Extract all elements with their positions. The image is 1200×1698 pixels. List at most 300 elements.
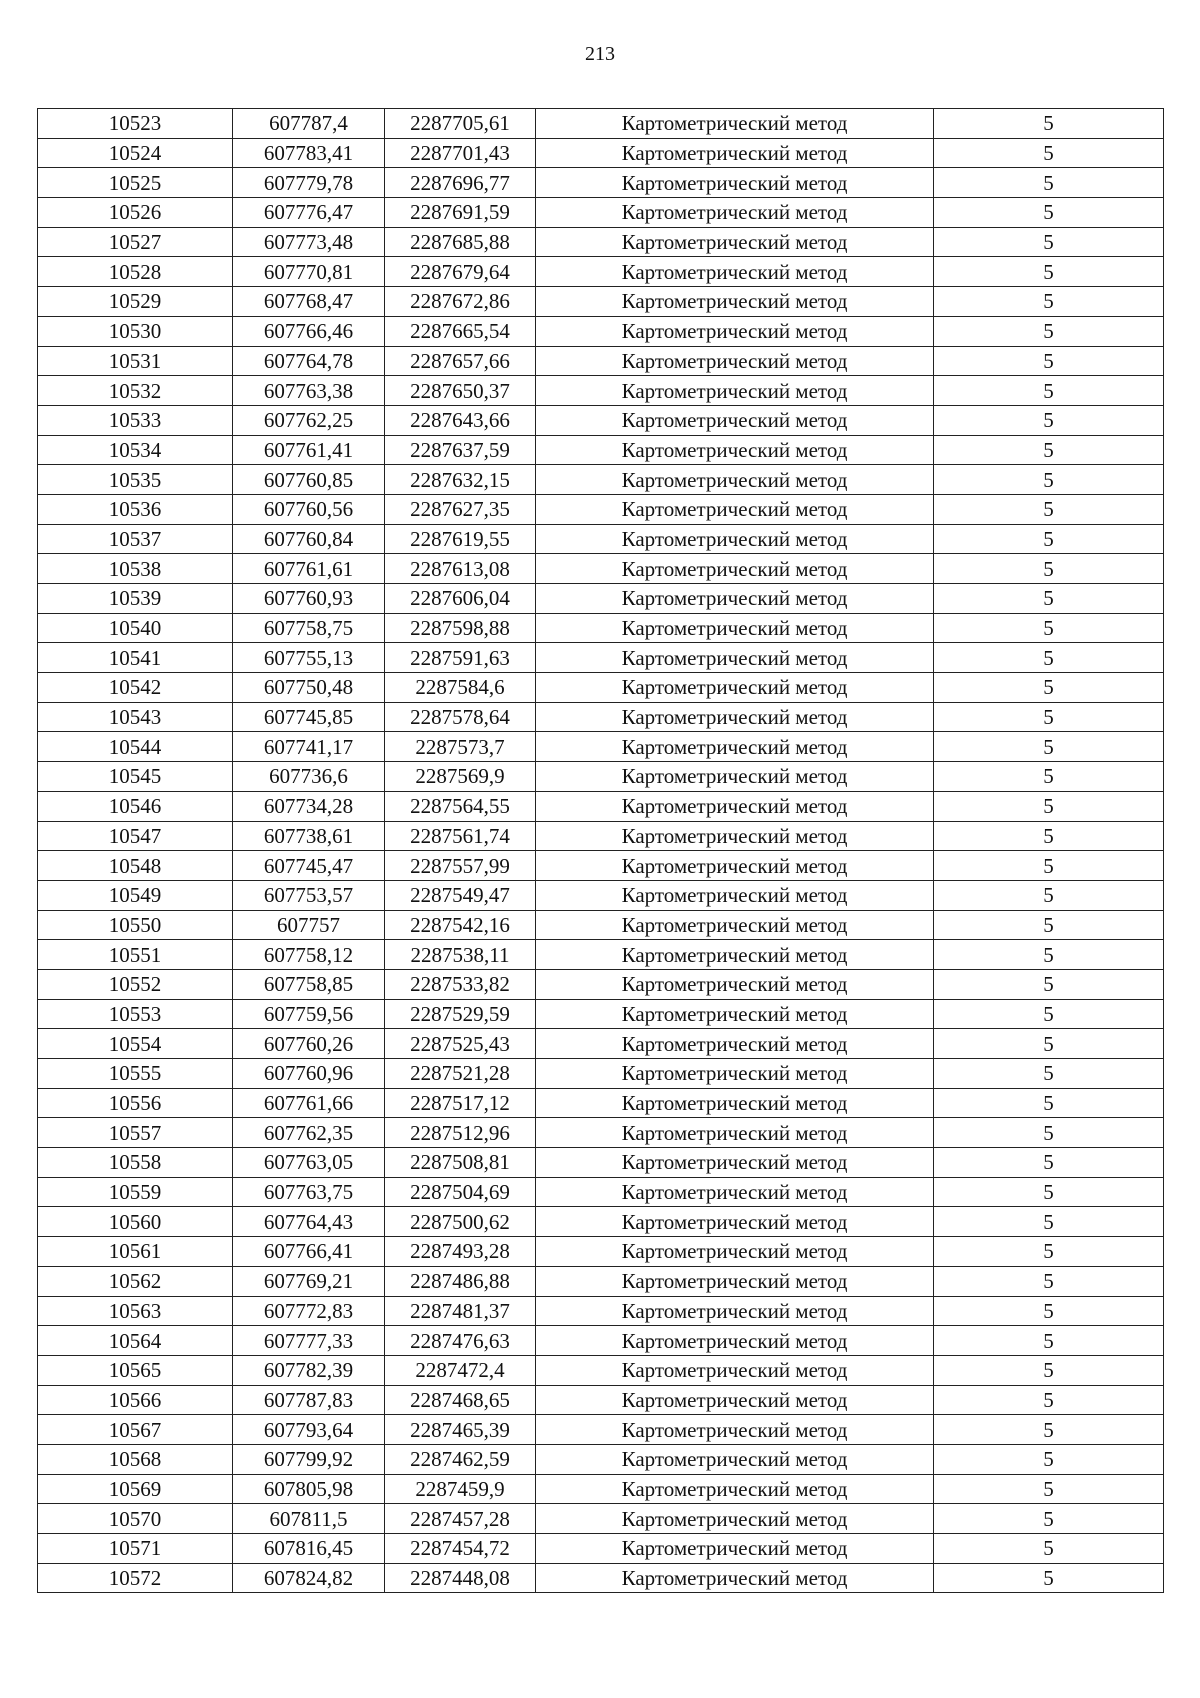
point-number-cell: 10531 <box>38 346 233 376</box>
accuracy-cell: 5 <box>934 732 1164 762</box>
accuracy-cell: 5 <box>934 821 1164 851</box>
method-cell: Картометрический метод <box>536 1563 934 1593</box>
accuracy-cell: 5 <box>934 1207 1164 1237</box>
x-coordinate-cell: 607816,45 <box>233 1534 385 1564</box>
point-number-cell: 10548 <box>38 851 233 881</box>
point-number-cell: 10569 <box>38 1474 233 1504</box>
accuracy-cell: 5 <box>934 1385 1164 1415</box>
point-number-cell: 10555 <box>38 1059 233 1089</box>
point-number-cell: 10561 <box>38 1237 233 1267</box>
y-coordinate-cell: 2287691,59 <box>385 198 536 228</box>
x-coordinate-cell: 607753,57 <box>233 880 385 910</box>
accuracy-cell: 5 <box>934 1237 1164 1267</box>
method-cell: Картометрический метод <box>536 168 934 198</box>
y-coordinate-cell: 2287512,96 <box>385 1118 536 1148</box>
y-coordinate-cell: 2287627,35 <box>385 494 536 524</box>
point-number-cell: 10550 <box>38 910 233 940</box>
table-row <box>38 1059 1164 1089</box>
point-number-cell: 10536 <box>38 494 233 524</box>
accuracy-cell: 5 <box>934 791 1164 821</box>
method-cell: Картометрический метод <box>536 821 934 851</box>
point-number-cell: 10538 <box>38 554 233 584</box>
accuracy-cell: 5 <box>934 969 1164 999</box>
table-row <box>38 465 1164 495</box>
point-number-cell: 10568 <box>38 1444 233 1474</box>
y-coordinate-cell: 2287632,15 <box>385 465 536 495</box>
x-coordinate-cell: 607745,47 <box>233 851 385 881</box>
x-coordinate-cell: 607738,61 <box>233 821 385 851</box>
table-row <box>38 198 1164 228</box>
point-number-cell: 10542 <box>38 673 233 703</box>
x-coordinate-cell: 607811,5 <box>233 1504 385 1534</box>
accuracy-cell: 5 <box>934 1296 1164 1326</box>
point-number-cell: 10524 <box>38 138 233 168</box>
x-coordinate-cell: 607745,85 <box>233 702 385 732</box>
accuracy-cell: 5 <box>934 1088 1164 1118</box>
table-row <box>38 316 1164 346</box>
y-coordinate-cell: 2287672,86 <box>385 287 536 317</box>
x-coordinate-cell: 607782,39 <box>233 1355 385 1385</box>
accuracy-cell: 5 <box>934 613 1164 643</box>
y-coordinate-cell: 2287500,62 <box>385 1207 536 1237</box>
method-cell: Картометрический метод <box>536 673 934 703</box>
x-coordinate-cell: 607762,35 <box>233 1118 385 1148</box>
method-cell: Картометрический метод <box>536 702 934 732</box>
method-cell: Картометрический метод <box>536 1148 934 1178</box>
method-cell: Картометрический метод <box>536 613 934 643</box>
point-number-cell: 10554 <box>38 1029 233 1059</box>
method-cell: Картометрический метод <box>536 1177 934 1207</box>
method-cell: Картометрический метод <box>536 910 934 940</box>
y-coordinate-cell: 2287454,72 <box>385 1534 536 1564</box>
accuracy-cell: 5 <box>934 1177 1164 1207</box>
table-row <box>38 1148 1164 1178</box>
y-coordinate-cell: 2287529,59 <box>385 999 536 1029</box>
point-number-cell: 10541 <box>38 643 233 673</box>
table-row <box>38 287 1164 317</box>
y-coordinate-cell: 2287517,12 <box>385 1088 536 1118</box>
y-coordinate-cell: 2287533,82 <box>385 969 536 999</box>
y-coordinate-cell: 2287448,08 <box>385 1563 536 1593</box>
accuracy-cell: 5 <box>934 465 1164 495</box>
table-row <box>38 524 1164 554</box>
accuracy-cell: 5 <box>934 1444 1164 1474</box>
point-number-cell: 10553 <box>38 999 233 1029</box>
point-number-cell: 10523 <box>38 109 233 139</box>
table-row <box>38 1534 1164 1564</box>
table-row <box>38 702 1164 732</box>
y-coordinate-cell: 2287468,65 <box>385 1385 536 1415</box>
point-number-cell: 10563 <box>38 1296 233 1326</box>
x-coordinate-cell: 607766,46 <box>233 316 385 346</box>
point-number-cell: 10549 <box>38 880 233 910</box>
accuracy-cell: 5 <box>934 910 1164 940</box>
table-row <box>38 999 1164 1029</box>
accuracy-cell: 5 <box>934 1504 1164 1534</box>
method-cell: Картометрический метод <box>536 1504 934 1534</box>
accuracy-cell: 5 <box>934 1059 1164 1089</box>
coordinates-table <box>37 108 1164 1593</box>
point-number-cell: 10546 <box>38 791 233 821</box>
table-row <box>38 1237 1164 1267</box>
accuracy-cell: 5 <box>934 702 1164 732</box>
point-number-cell: 10565 <box>38 1355 233 1385</box>
accuracy-cell: 5 <box>934 851 1164 881</box>
page-number: 213 <box>585 43 615 65</box>
x-coordinate-cell: 607805,98 <box>233 1474 385 1504</box>
x-coordinate-cell: 607741,17 <box>233 732 385 762</box>
table-row <box>38 168 1164 198</box>
y-coordinate-cell: 2287665,54 <box>385 316 536 346</box>
method-cell: Картометрический метод <box>536 1534 934 1564</box>
table-row <box>38 1088 1164 1118</box>
accuracy-cell: 5 <box>934 376 1164 406</box>
accuracy-cell: 5 <box>934 1355 1164 1385</box>
x-coordinate-cell: 607799,92 <box>233 1444 385 1474</box>
method-cell: Картометрический метод <box>536 1059 934 1089</box>
table-row <box>38 791 1164 821</box>
y-coordinate-cell: 2287613,08 <box>385 554 536 584</box>
accuracy-cell: 5 <box>934 880 1164 910</box>
table-row <box>38 1326 1164 1356</box>
table-row <box>38 1504 1164 1534</box>
accuracy-cell: 5 <box>934 405 1164 435</box>
point-number-cell: 10526 <box>38 198 233 228</box>
y-coordinate-cell: 2287650,37 <box>385 376 536 406</box>
method-cell: Картометрический метод <box>536 435 934 465</box>
table-row <box>38 1444 1164 1474</box>
point-number-cell: 10535 <box>38 465 233 495</box>
point-number-cell: 10562 <box>38 1266 233 1296</box>
method-cell: Картометрический метод <box>536 346 934 376</box>
point-number-cell: 10558 <box>38 1148 233 1178</box>
accuracy-cell: 5 <box>934 524 1164 554</box>
x-coordinate-cell: 607776,47 <box>233 198 385 228</box>
point-number-cell: 10529 <box>38 287 233 317</box>
x-coordinate-cell: 607755,13 <box>233 643 385 673</box>
point-number-cell: 10571 <box>38 1534 233 1564</box>
y-coordinate-cell: 2287573,7 <box>385 732 536 762</box>
point-number-cell: 10560 <box>38 1207 233 1237</box>
y-coordinate-cell: 2287564,55 <box>385 791 536 821</box>
x-coordinate-cell: 607759,56 <box>233 999 385 1029</box>
accuracy-cell: 5 <box>934 554 1164 584</box>
table-row <box>38 1474 1164 1504</box>
point-number-cell: 10551 <box>38 940 233 970</box>
point-number-cell: 10527 <box>38 227 233 257</box>
point-number-cell: 10533 <box>38 405 233 435</box>
table-row <box>38 673 1164 703</box>
accuracy-cell: 5 <box>934 1415 1164 1445</box>
method-cell: Картометрический метод <box>536 257 934 287</box>
accuracy-cell: 5 <box>934 257 1164 287</box>
method-cell: Картометрический метод <box>536 1029 934 1059</box>
table-row <box>38 821 1164 851</box>
method-cell: Картометрический метод <box>536 494 934 524</box>
y-coordinate-cell: 2287584,6 <box>385 673 536 703</box>
y-coordinate-cell: 2287557,99 <box>385 851 536 881</box>
table-row <box>38 257 1164 287</box>
accuracy-cell: 5 <box>934 494 1164 524</box>
accuracy-cell: 5 <box>934 999 1164 1029</box>
x-coordinate-cell: 607758,75 <box>233 613 385 643</box>
method-cell: Картометрический метод <box>536 940 934 970</box>
y-coordinate-cell: 2287643,66 <box>385 405 536 435</box>
table-row <box>38 762 1164 792</box>
method-cell: Картометрический метод <box>536 999 934 1029</box>
method-cell: Картометрический метод <box>536 851 934 881</box>
x-coordinate-cell: 607787,83 <box>233 1385 385 1415</box>
x-coordinate-cell: 607764,43 <box>233 1207 385 1237</box>
x-coordinate-cell: 607761,61 <box>233 554 385 584</box>
x-coordinate-cell: 607769,21 <box>233 1266 385 1296</box>
x-coordinate-cell: 607768,47 <box>233 287 385 317</box>
table-row <box>38 1118 1164 1148</box>
method-cell: Картометрический метод <box>536 1207 934 1237</box>
y-coordinate-cell: 2287619,55 <box>385 524 536 554</box>
table-row <box>38 584 1164 614</box>
y-coordinate-cell: 2287486,88 <box>385 1266 536 1296</box>
accuracy-cell: 5 <box>934 287 1164 317</box>
table-row <box>38 376 1164 406</box>
method-cell: Картометрический метод <box>536 1266 934 1296</box>
table-row <box>38 346 1164 376</box>
method-cell: Картометрический метод <box>536 1296 934 1326</box>
method-cell: Картометрический метод <box>536 1088 934 1118</box>
accuracy-cell: 5 <box>934 198 1164 228</box>
table-row <box>38 1029 1164 1059</box>
x-coordinate-cell: 607772,83 <box>233 1296 385 1326</box>
point-number-cell: 10532 <box>38 376 233 406</box>
method-cell: Картометрический метод <box>536 762 934 792</box>
y-coordinate-cell: 2287657,66 <box>385 346 536 376</box>
method-cell: Картометрический метод <box>536 1474 934 1504</box>
accuracy-cell: 5 <box>934 346 1164 376</box>
accuracy-cell: 5 <box>934 435 1164 465</box>
point-number-cell: 10537 <box>38 524 233 554</box>
y-coordinate-cell: 2287705,61 <box>385 109 536 139</box>
coordinates-table-body <box>38 109 1164 1593</box>
method-cell: Картометрический метод <box>536 227 934 257</box>
table-row <box>38 851 1164 881</box>
x-coordinate-cell: 607757 <box>233 910 385 940</box>
accuracy-cell: 5 <box>934 227 1164 257</box>
y-coordinate-cell: 2287542,16 <box>385 910 536 940</box>
method-cell: Картометрический метод <box>536 287 934 317</box>
y-coordinate-cell: 2287476,63 <box>385 1326 536 1356</box>
point-number-cell: 10547 <box>38 821 233 851</box>
y-coordinate-cell: 2287679,64 <box>385 257 536 287</box>
point-number-cell: 10544 <box>38 732 233 762</box>
point-number-cell: 10525 <box>38 168 233 198</box>
method-cell: Картометрический метод <box>536 198 934 228</box>
y-coordinate-cell: 2287504,69 <box>385 1177 536 1207</box>
method-cell: Картометрический метод <box>536 1385 934 1415</box>
method-cell: Картометрический метод <box>536 969 934 999</box>
table-row <box>38 1207 1164 1237</box>
y-coordinate-cell: 2287549,47 <box>385 880 536 910</box>
y-coordinate-cell: 2287457,28 <box>385 1504 536 1534</box>
accuracy-cell: 5 <box>934 584 1164 614</box>
point-number-cell: 10556 <box>38 1088 233 1118</box>
y-coordinate-cell: 2287481,37 <box>385 1296 536 1326</box>
accuracy-cell: 5 <box>934 1563 1164 1593</box>
point-number-cell: 10545 <box>38 762 233 792</box>
point-number-cell: 10559 <box>38 1177 233 1207</box>
method-cell: Картометрический метод <box>536 316 934 346</box>
point-number-cell: 10557 <box>38 1118 233 1148</box>
accuracy-cell: 5 <box>934 1118 1164 1148</box>
y-coordinate-cell: 2287525,43 <box>385 1029 536 1059</box>
table-row <box>38 1177 1164 1207</box>
x-coordinate-cell: 607758,85 <box>233 969 385 999</box>
table-row <box>38 1266 1164 1296</box>
method-cell: Картометрический метод <box>536 880 934 910</box>
method-cell: Картометрический метод <box>536 584 934 614</box>
method-cell: Картометрический метод <box>536 109 934 139</box>
point-number-cell: 10552 <box>38 969 233 999</box>
method-cell: Картометрический метод <box>536 1355 934 1385</box>
point-number-cell: 10528 <box>38 257 233 287</box>
x-coordinate-cell: 607760,85 <box>233 465 385 495</box>
y-coordinate-cell: 2287606,04 <box>385 584 536 614</box>
table-row <box>38 405 1164 435</box>
point-number-cell: 10566 <box>38 1385 233 1415</box>
point-number-cell: 10539 <box>38 584 233 614</box>
x-coordinate-cell: 607763,38 <box>233 376 385 406</box>
y-coordinate-cell: 2287598,88 <box>385 613 536 643</box>
y-coordinate-cell: 2287591,63 <box>385 643 536 673</box>
y-coordinate-cell: 2287578,64 <box>385 702 536 732</box>
x-coordinate-cell: 607736,6 <box>233 762 385 792</box>
y-coordinate-cell: 2287569,9 <box>385 762 536 792</box>
y-coordinate-cell: 2287459,9 <box>385 1474 536 1504</box>
x-coordinate-cell: 607787,4 <box>233 109 385 139</box>
x-coordinate-cell: 607770,81 <box>233 257 385 287</box>
x-coordinate-cell: 607773,48 <box>233 227 385 257</box>
point-number-cell: 10540 <box>38 613 233 643</box>
table-row <box>38 732 1164 762</box>
method-cell: Картометрический метод <box>536 1415 934 1445</box>
x-coordinate-cell: 607760,26 <box>233 1029 385 1059</box>
accuracy-cell: 5 <box>934 316 1164 346</box>
x-coordinate-cell: 607760,93 <box>233 584 385 614</box>
y-coordinate-cell: 2287508,81 <box>385 1148 536 1178</box>
x-coordinate-cell: 607764,78 <box>233 346 385 376</box>
x-coordinate-cell: 607760,96 <box>233 1059 385 1089</box>
method-cell: Картометрический метод <box>536 138 934 168</box>
table-row <box>38 138 1164 168</box>
table-row <box>38 1296 1164 1326</box>
x-coordinate-cell: 607763,75 <box>233 1177 385 1207</box>
table-row <box>38 940 1164 970</box>
accuracy-cell: 5 <box>934 109 1164 139</box>
method-cell: Картометрический метод <box>536 1118 934 1148</box>
accuracy-cell: 5 <box>934 1029 1164 1059</box>
table-row <box>38 494 1164 524</box>
method-cell: Картометрический метод <box>536 1326 934 1356</box>
point-number-cell: 10534 <box>38 435 233 465</box>
table-row <box>38 227 1164 257</box>
table-row <box>38 1563 1164 1593</box>
method-cell: Картометрический метод <box>536 1444 934 1474</box>
x-coordinate-cell: 607734,28 <box>233 791 385 821</box>
table-row <box>38 969 1164 999</box>
x-coordinate-cell: 607766,41 <box>233 1237 385 1267</box>
x-coordinate-cell: 607761,66 <box>233 1088 385 1118</box>
table-row <box>38 613 1164 643</box>
y-coordinate-cell: 2287685,88 <box>385 227 536 257</box>
accuracy-cell: 5 <box>934 1534 1164 1564</box>
y-coordinate-cell: 2287637,59 <box>385 435 536 465</box>
table-row <box>38 1355 1164 1385</box>
x-coordinate-cell: 607760,84 <box>233 524 385 554</box>
table-row <box>38 1415 1164 1445</box>
x-coordinate-cell: 607793,64 <box>233 1415 385 1445</box>
accuracy-cell: 5 <box>934 643 1164 673</box>
point-number-cell: 10543 <box>38 702 233 732</box>
accuracy-cell: 5 <box>934 1148 1164 1178</box>
point-number-cell: 10567 <box>38 1415 233 1445</box>
x-coordinate-cell: 607750,48 <box>233 673 385 703</box>
method-cell: Картометрический метод <box>536 554 934 584</box>
x-coordinate-cell: 607824,82 <box>233 1563 385 1593</box>
method-cell: Картометрический метод <box>536 732 934 762</box>
accuracy-cell: 5 <box>934 1474 1164 1504</box>
x-coordinate-cell: 607760,56 <box>233 494 385 524</box>
table-row <box>38 1385 1164 1415</box>
table-row <box>38 910 1164 940</box>
accuracy-cell: 5 <box>934 168 1164 198</box>
y-coordinate-cell: 2287462,59 <box>385 1444 536 1474</box>
method-cell: Картометрический метод <box>536 643 934 673</box>
x-coordinate-cell: 607763,05 <box>233 1148 385 1178</box>
x-coordinate-cell: 607783,41 <box>233 138 385 168</box>
method-cell: Картометрический метод <box>536 791 934 821</box>
method-cell: Картометрический метод <box>536 1237 934 1267</box>
accuracy-cell: 5 <box>934 138 1164 168</box>
y-coordinate-cell: 2287472,4 <box>385 1355 536 1385</box>
method-cell: Картометрический метод <box>536 524 934 554</box>
table-row <box>38 880 1164 910</box>
x-coordinate-cell: 607762,25 <box>233 405 385 435</box>
table-row <box>38 554 1164 584</box>
x-coordinate-cell: 607758,12 <box>233 940 385 970</box>
accuracy-cell: 5 <box>934 673 1164 703</box>
y-coordinate-cell: 2287493,28 <box>385 1237 536 1267</box>
accuracy-cell: 5 <box>934 762 1164 792</box>
x-coordinate-cell: 607779,78 <box>233 168 385 198</box>
accuracy-cell: 5 <box>934 1326 1164 1356</box>
x-coordinate-cell: 607777,33 <box>233 1326 385 1356</box>
y-coordinate-cell: 2287561,74 <box>385 821 536 851</box>
method-cell: Картометрический метод <box>536 376 934 406</box>
point-number-cell: 10564 <box>38 1326 233 1356</box>
point-number-cell: 10570 <box>38 1504 233 1534</box>
method-cell: Картометрический метод <box>536 465 934 495</box>
y-coordinate-cell: 2287521,28 <box>385 1059 536 1089</box>
method-cell: Картометрический метод <box>536 405 934 435</box>
point-number-cell: 10530 <box>38 316 233 346</box>
y-coordinate-cell: 2287701,43 <box>385 138 536 168</box>
table-row <box>38 109 1164 139</box>
table-row <box>38 435 1164 465</box>
y-coordinate-cell: 2287538,11 <box>385 940 536 970</box>
y-coordinate-cell: 2287696,77 <box>385 168 536 198</box>
table-row <box>38 643 1164 673</box>
point-number-cell: 10572 <box>38 1563 233 1593</box>
x-coordinate-cell: 607761,41 <box>233 435 385 465</box>
